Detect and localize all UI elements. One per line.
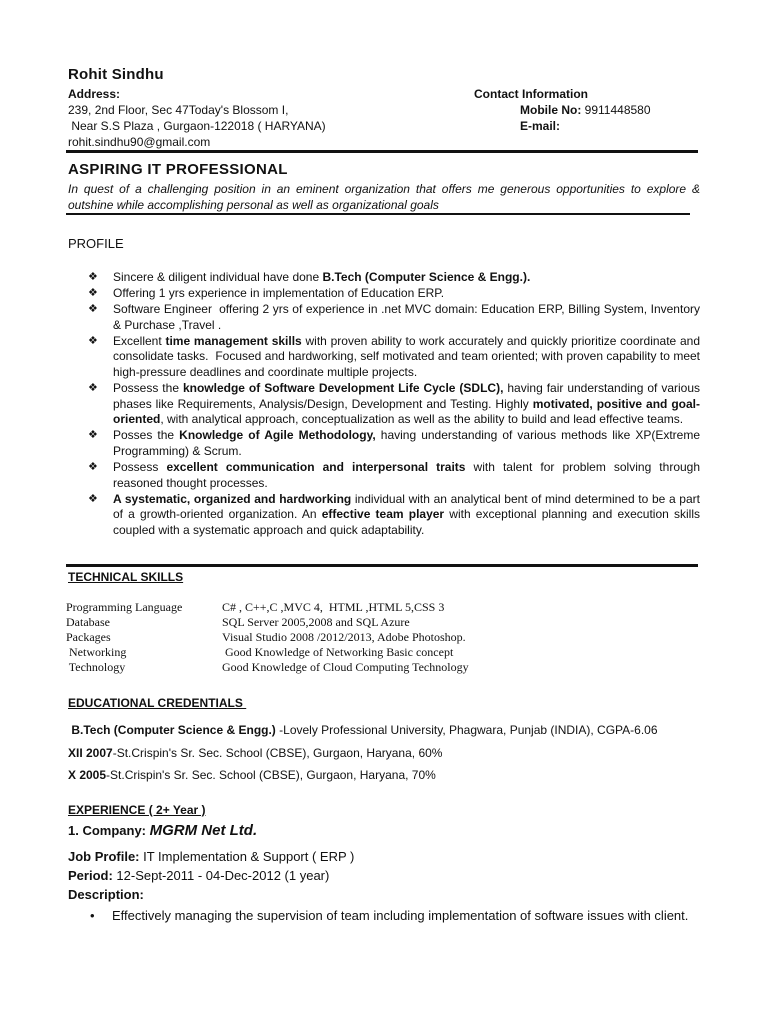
mobile-value: 9911448580 [581,103,651,117]
diamond-bullet-icon: ❖ [88,382,98,395]
period-label: Period: [68,868,113,883]
bullet-dot-icon: • [90,908,95,923]
education-details: -Lovely Professional University, Phagwara, Punjab (INDIA), CGPA-6.06 [275,723,658,737]
skill-category: Programming Language [66,600,183,614]
profile-item-text: having fair understanding of various phases like Requirements, Analysis/Design, Development and Testing. Highly [113,381,704,411]
period-value: 12-Sept-2011 - 04-Dec-2012 (1 year) [112,868,330,883]
profile-item-text: Offering 1 yrs experience in implementation of Education ERP. [113,286,445,301]
contact-info-label: Contact Information [474,87,588,101]
technical-skill-row [66,600,469,615]
diamond-bullet-icon: ❖ [88,303,98,316]
technical-skills-title: TECHNICAL SKILLS [68,570,184,584]
profile-item-text: with proven ability to work accurately and quickly prioritize coordinate and consolidate tasks. Focused and hardworking, self motivated and team oriented; with proven capability to meet high-pressure deadlines and coordinate multiple projects. [113,333,704,380]
objective-text: In quest of a challenging position in an eminent organization that offers me generous opportunities to explore & outshine while accomplishing personal as well as organizational goals [68,182,700,212]
profile-item [86,460,704,491]
period-row [68,868,329,883]
profile-item-text: B.Tech (Computer Science & Engg.). [322,270,531,284]
skill-category: Networking [66,645,127,659]
header-divider [66,150,698,153]
profile-item-text: A systematic, organized and hardworking [113,491,352,506]
profile-item-text: Sincere & diligent individual have done [113,270,323,284]
diamond-bullet-icon: ❖ [88,492,98,505]
profile-item [86,270,700,286]
skill-value: SQL Server 2005,2008 and SQL Azure [222,615,410,629]
education-details: -St.Crispin's Sr. Sec. School (CBSE), Gurgaon, Haryana, 60% [112,746,443,760]
education-item [68,723,658,737]
education-details: -St.Crispin's Sr. Sec. School (CBSE), Gurgaon, Haryana, 70% [106,768,436,782]
profile-item-text: , with analytical approach, conceptualization as well as the ability to build and lead effective teams. [160,412,684,427]
technical-skills-table [66,600,469,675]
skill-value: Good Knowledge of Cloud Computing Technology [222,660,469,674]
profile-divider [66,564,698,567]
profile-item-text: knowledge of Software Development Life Cycle (SDLC), [182,381,504,396]
profile-item-text: with exceptional planning and execution skills coupled with a systematic approach and quick adaptability. [113,507,704,537]
skill-value: Visual Studio 2008 /2012/2013, Adobe Photoshop. [222,630,466,644]
profile-item-text: Possess the [113,381,183,396]
email-address: rohit.sindhu90@gmail.com [68,135,211,149]
profile-item [86,381,704,428]
profile-item-text: Posses the [113,428,180,443]
profile-item-text: Software Engineer offering 2 yrs of experience in .net MVC domain: Education ERP, Billing System, Inventory & Purchase ,Travel . [113,302,704,332]
address-label: Address: [68,87,121,101]
skill-category: Technology [66,660,126,674]
mobile-label: Mobile No: [520,103,582,117]
profile-item-text: Possess [113,460,167,475]
job-profile-label: Job Profile: [68,849,140,864]
profile-item-text: Knowledge of Agile Methodology, [179,428,376,443]
skill-category: Packages [66,630,111,644]
diamond-bullet-icon: ❖ [88,271,98,283]
diamond-bullet-icon: ❖ [88,461,98,474]
company-prefix: 1. Company: [68,823,150,838]
education-degree: XII 2007 [68,746,113,760]
education-title: EDUCATIONAL CREDENTIALS [68,696,247,710]
profile-item-text: excellent communication and interpersonal traits [166,460,466,475]
objective-title: ASPIRING IT PROFESSIONAL [68,161,288,178]
profile-item-text: Excellent [113,333,166,348]
profile-item-text: having understanding of various methods like XP(Extreme Programming) & Scrum. [113,428,704,459]
candidate-name: Rohit Sindhu [68,66,164,83]
technical-skill-row [66,630,469,645]
profile-item-text: individual with an analytical bent of mind determined to be a part of a growth-oriented organization. An [113,491,704,522]
technical-skill-row [66,645,469,660]
profile-item [86,333,704,381]
profile-item-text: effective team player [321,507,445,522]
description-label: Description: [68,887,144,902]
technical-skill-row [66,615,469,630]
address-line-1: 239, 2nd Floor, Sec 47Today's Blossom I, [68,103,289,117]
education-item [68,746,442,760]
profile-item [86,491,704,539]
description-item [92,907,702,924]
profile-item [86,302,704,333]
mobile-row [520,103,651,117]
profile-item [86,428,704,459]
profile-title: PROFILE [68,236,124,251]
diamond-bullet-icon: ❖ [88,287,98,300]
email-label: E-mail: [520,119,561,133]
profile-item-text: motivated, positive and goal-oriented [113,396,700,427]
experience-title: EXPERIENCE ( 2+ Year ) [68,803,206,817]
company-row [68,822,257,839]
profile-item [86,286,700,302]
job-profile-row [68,849,354,864]
education-degree: B.Tech (Computer Science & Engg.) [68,723,276,737]
job-profile-value: IT Implementation & Support ( ERP ) [139,849,355,864]
objective-divider [66,213,690,215]
profile-item-text: time management skills [165,333,302,348]
technical-skill-row [66,660,469,675]
company-name: MGRM Net Ltd. [149,822,258,839]
profile-item-text: with talent for problem solving through reasoned thought processes. [113,460,704,490]
skill-value: C# , C++,C ,MVC 4, HTML ,HTML 5,CSS 3 [222,600,445,614]
skill-category: Database [66,615,110,629]
address-line-2: Near S.S Plaza , Gurgaon-122018 ( HARYANA) [68,119,326,133]
skill-value: Good Knowledge of Networking Basic concept [222,645,454,659]
profile-list [86,270,704,539]
education-degree: X 2005 [68,768,107,782]
education-item [68,768,436,782]
diamond-bullet-icon: ❖ [88,429,98,442]
description-text: Effectively managing the supervision of team including implementation of software issues with client. [112,908,689,923]
diamond-bullet-icon: ❖ [88,334,98,347]
